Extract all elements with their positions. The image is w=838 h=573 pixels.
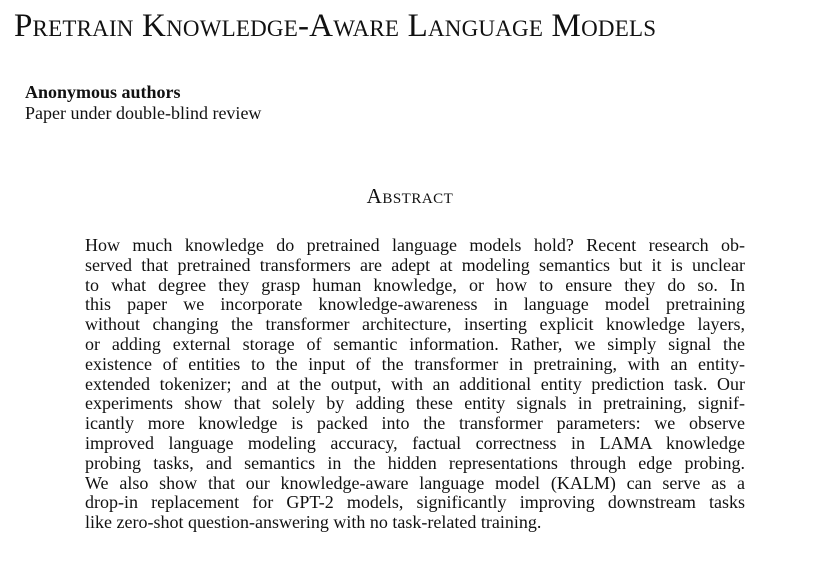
abstract-line: served that pretrained transformers are adept at modeling semantics but it is unclear xyxy=(85,254,745,275)
abstract-line: without changing the transformer architecture, inserting explicit knowledge layers, xyxy=(85,314,745,335)
abstract-line: How much knowledge do pretrained language models hold? Recent research ob- xyxy=(85,235,745,255)
abstract-line: like zero-shot question-answering with no task-related training. xyxy=(85,512,542,533)
author-line: Anonymous authors xyxy=(25,82,181,102)
abstract-line: this paper we incorporate knowledge-awareness in language model pretraining xyxy=(85,294,745,315)
abstract-heading: Abstract xyxy=(366,184,454,208)
abstract-line: existence of entities to the input of the transformer in pretraining, with an entity- xyxy=(85,353,745,374)
abstract-line: extended tokenizer; and at the output, with an additional entity prediction task. Our xyxy=(85,373,745,394)
paper-title: Pretrain Knowledge-Aware Language Models xyxy=(14,8,657,44)
abstract-line: icantly more knowledge is packed into the transformer parameters: we observe xyxy=(85,413,745,434)
abstract-line: improved language modeling accuracy, factual correctness in LAMA knowledge xyxy=(85,432,745,453)
abstract-body xyxy=(85,236,745,533)
abstract-line: drop-in replacement for GPT-2 models, significantly improving downstream tasks xyxy=(85,492,745,513)
abstract-line: probing tasks, and semantics in the hidden representations through edge probing. xyxy=(85,452,745,473)
abstract-line: to what degree they grasp human knowledge, or how to ensure they do so. In xyxy=(85,274,745,295)
review-status-line: Paper under double-blind review xyxy=(25,103,262,123)
abstract-line: or adding external storage of semantic information. Rather, we simply signal the xyxy=(85,333,745,354)
abstract-line: experiments show that solely by adding these entity signals in pretraining, signif- xyxy=(85,393,745,414)
abstract-line: We also show that our knowledge-aware language model (KALM) can serve as a xyxy=(85,472,745,493)
